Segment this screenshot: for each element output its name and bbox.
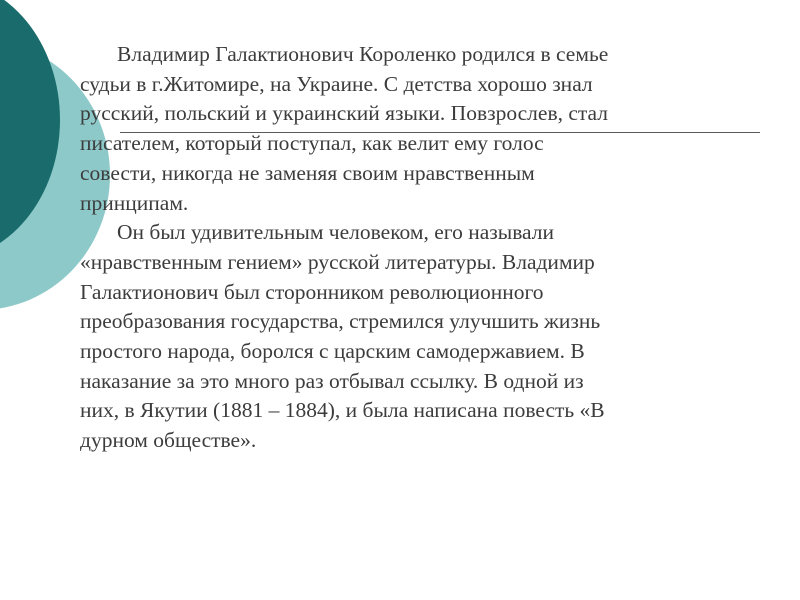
text-line: «нравственным гением» русской литературы. Владимир [80, 249, 595, 274]
text-line: них, в Якутии (1881 – 1884), и была написана повесть «В [80, 398, 605, 423]
text-line: принципам. [80, 190, 189, 215]
paragraph-2 [80, 218, 745, 456]
body-text [80, 40, 745, 456]
text-line: Владимир Галактионович Короленко родился в семье [117, 42, 609, 66]
text-line: совести, никогда не заменяя своим нравственным [80, 160, 535, 185]
text-line: Галактионович был сторонником революционного [80, 279, 544, 304]
text-line: русский, польский и украинский языки. Повзрослев, стал [80, 101, 609, 126]
text-line: простого народа, боролся с царским самодержавием. В [80, 339, 585, 364]
text-line: дурном обществе». [80, 428, 257, 453]
paragraph-1 [80, 40, 745, 218]
text-line: судьи в г.Житомире, на Украине. С детства хорошо знал [80, 71, 593, 96]
text-line: наказание за это много раз отбывал ссылку. В одной из [80, 368, 584, 393]
text-line: преобразования государства, стремился улучшить жизнь [80, 309, 601, 334]
text-line: писателем, который поступал, как велит ему голос [80, 131, 544, 156]
text-line: Он был удивительным человеком, его называли [117, 220, 555, 245]
